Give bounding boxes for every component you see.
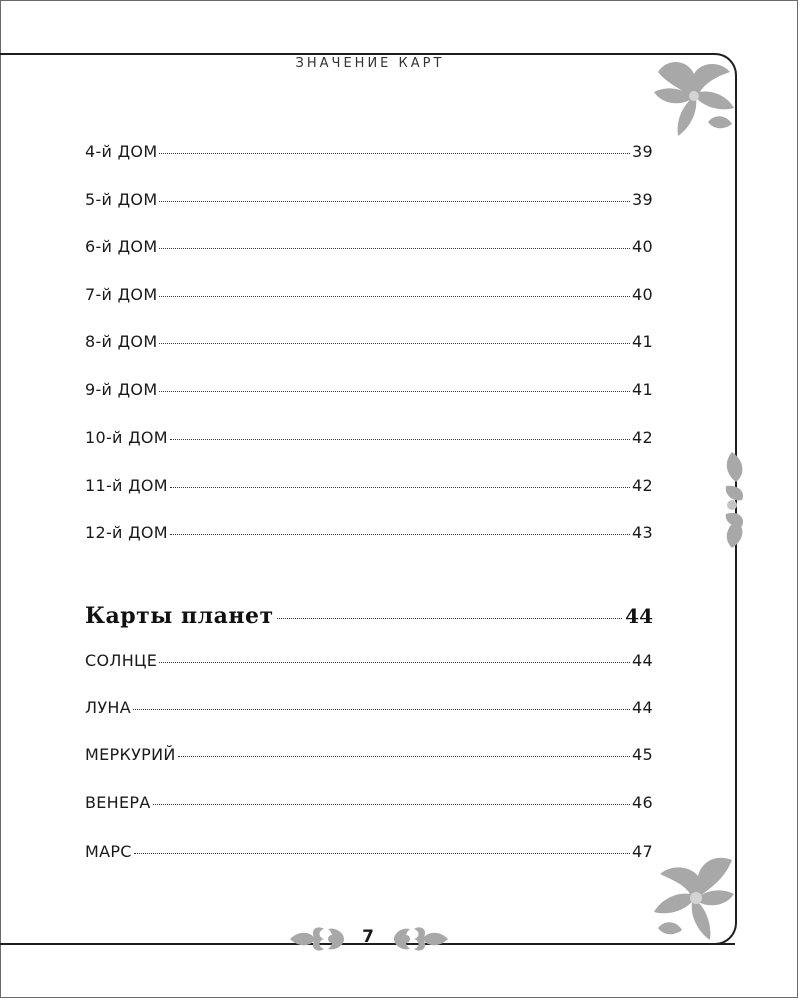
scroll-ornament-icon bbox=[288, 925, 346, 953]
leader-dots bbox=[159, 662, 630, 663]
toc-entry-title: 12-й ДОМ bbox=[85, 523, 168, 542]
leader-dots bbox=[159, 201, 630, 202]
leader-dots bbox=[159, 153, 630, 154]
toc-entry-title: 7-й ДОМ bbox=[85, 285, 158, 304]
floral-ornament-icon bbox=[648, 52, 740, 144]
toc-entry-page: 43 bbox=[632, 523, 653, 542]
running-header: ЗНАЧЕНИЕ КАРТ bbox=[295, 56, 445, 71]
toc-entry-title: 8-й ДОМ bbox=[85, 332, 158, 351]
toc-entry-page: 39 bbox=[632, 142, 653, 161]
toc-entry-title: 5-й ДОМ bbox=[85, 190, 158, 209]
toc-entry[interactable] bbox=[85, 793, 653, 812]
toc-entry[interactable] bbox=[85, 651, 653, 670]
toc-entry[interactable] bbox=[85, 476, 653, 495]
leader-dots bbox=[178, 756, 630, 757]
toc-entry[interactable] bbox=[85, 285, 653, 304]
section-page: 44 bbox=[625, 604, 653, 628]
leader-dots bbox=[170, 439, 630, 440]
page-number: 7 bbox=[362, 927, 374, 947]
footer-rule-left bbox=[0, 943, 286, 945]
toc-entry-title: 6-й ДОМ bbox=[85, 237, 158, 256]
leader-dots bbox=[159, 343, 630, 344]
toc-entry[interactable] bbox=[85, 190, 653, 209]
toc-entry-page: 44 bbox=[632, 651, 653, 670]
leader-dots bbox=[159, 248, 630, 249]
toc-entry-title: ВЕНЕРА bbox=[85, 793, 151, 812]
toc-entry-title: 10-й ДОМ bbox=[85, 428, 168, 447]
leader-dots bbox=[277, 618, 623, 619]
toc-section-heading[interactable] bbox=[85, 603, 653, 629]
floral-ornament-icon bbox=[712, 450, 752, 550]
toc-entry-page: 40 bbox=[632, 237, 653, 256]
toc-entry[interactable] bbox=[85, 842, 653, 861]
toc-entry-title: 4-й ДОМ bbox=[85, 142, 158, 161]
toc-entry[interactable] bbox=[85, 523, 653, 542]
toc-entry-page: 47 bbox=[632, 842, 653, 861]
leader-dots bbox=[170, 487, 630, 488]
toc-entry-page: 42 bbox=[632, 428, 653, 447]
scroll-ornament-icon bbox=[392, 925, 450, 953]
toc-entry-page: 41 bbox=[632, 332, 653, 351]
toc-entry-title: 9-й ДОМ bbox=[85, 380, 158, 399]
toc-entry-title: ЛУНА bbox=[85, 698, 131, 717]
leader-dots bbox=[133, 709, 630, 710]
toc-entry-title: СОЛНЦЕ bbox=[85, 651, 158, 670]
toc-entry-page: 45 bbox=[632, 745, 653, 764]
toc-entry[interactable] bbox=[85, 237, 653, 256]
toc-entry[interactable] bbox=[85, 745, 653, 764]
toc-entry-page: 40 bbox=[632, 285, 653, 304]
leader-dots bbox=[159, 296, 630, 297]
toc-entry-title: МЕРКУРИЙ bbox=[85, 745, 176, 764]
toc-entry[interactable] bbox=[85, 698, 653, 717]
section-title: Карты планет bbox=[85, 603, 274, 629]
toc-entry-page: 46 bbox=[632, 793, 653, 812]
leader-dots bbox=[153, 804, 630, 805]
toc-entry[interactable] bbox=[85, 428, 653, 447]
toc-entry-page: 42 bbox=[632, 476, 653, 495]
toc-entry[interactable] bbox=[85, 380, 653, 399]
toc-entry-page: 41 bbox=[632, 380, 653, 399]
leader-dots bbox=[170, 534, 630, 535]
toc-entry-page: 39 bbox=[632, 190, 653, 209]
leader-dots bbox=[159, 391, 630, 392]
footer-rule-right bbox=[452, 943, 735, 945]
floral-ornament-icon bbox=[648, 850, 740, 946]
toc-entry[interactable] bbox=[85, 332, 653, 351]
toc-entry-title: МАРС bbox=[85, 842, 132, 861]
toc-entry[interactable] bbox=[85, 142, 653, 161]
leader-dots bbox=[134, 853, 630, 854]
toc-entry-page: 44 bbox=[632, 698, 653, 717]
toc-entry-title: 11-й ДОМ bbox=[85, 476, 168, 495]
